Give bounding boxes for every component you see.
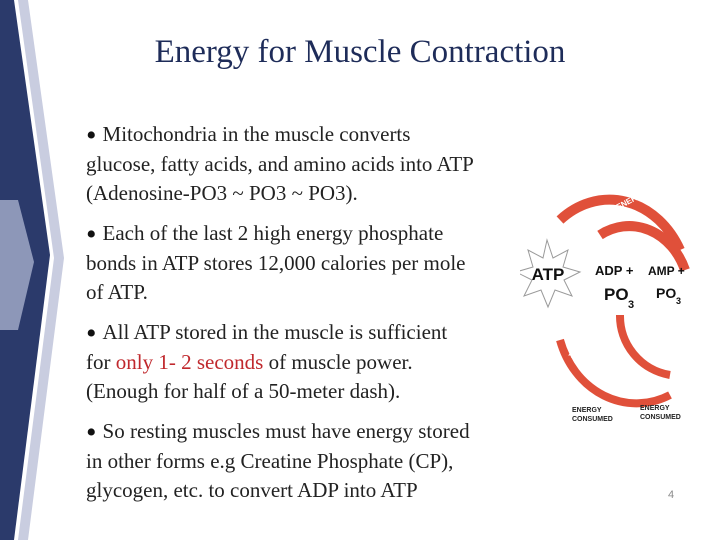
bullet-item [86,219,546,307]
diagram-label: ENERGY RELEASED [568,156,644,202]
bullet-dot-icon: • [86,416,97,449]
diagram-label: Recycle [566,351,592,373]
diagram-adp-label: ADP + [595,263,634,278]
bullet-text: Mitochondria in the muscle converts [102,122,411,146]
diagram-amp-label: AMP + [648,264,685,278]
bullet-text: glycogen, etc. to convert ADP into ATP [86,478,418,502]
bullet-item [86,318,546,406]
bullet-text-plain: for [86,350,116,374]
diagram-label: CONSUMED [572,416,613,423]
bullet-dot-icon: • [86,119,97,152]
page-number: 4 [668,489,675,501]
diagram-label: ENERGY [640,405,670,412]
bullet-text: So resting muscles must have energy stored [102,419,470,443]
bullet-text: in other forms e.g Creatine Phosphate (CP), [86,449,454,473]
bullet-item [86,120,546,208]
bullet-text-plain: of muscle power. [263,350,413,374]
bullet-list [86,120,546,516]
diagram-label: ENERGY [572,407,602,414]
diagram-adp-po-label: PO [604,285,629,304]
diagram-label: ENERGY RELEASED [614,166,690,212]
bullet-text: glucose, fatty acids, and amino acids into ATP [86,152,474,176]
bullet-text: of ATP. [86,280,148,304]
bullet-text: (Adenosine-PO3 ~ PO3 ~ PO3). [86,181,358,205]
bullet-dot-icon: • [86,218,97,251]
left-chevron-decoration [0,0,70,540]
bullet-text: (Enough for half of a 50-meter dash). [86,379,401,403]
bullet-text: All ATP stored in the muscle is sufficient [102,320,448,344]
slide-title: Energy for Muscle Contraction [154,34,566,70]
highlighted-duration: only 1- 2 seconds [115,350,264,374]
atp-cycle-diagram [520,140,690,440]
diagram-label: CONSUMED [640,414,681,421]
bullet-text [86,348,546,377]
bullet-text: bonds in ATP stores 12,000 calories per mole [86,251,466,275]
bullet-text: Each of the last 2 high energy phosphate [102,221,444,245]
bullet-item [86,417,546,505]
diagram-label: Recycle [628,336,654,358]
diagram-amp-po-label: PO [656,285,677,301]
diagram-subscript: 3 [628,299,635,311]
diagram-subscript: 3 [676,296,682,306]
diagram-atp-label: ATP [531,265,565,284]
bullet-dot-icon: • [86,317,97,350]
